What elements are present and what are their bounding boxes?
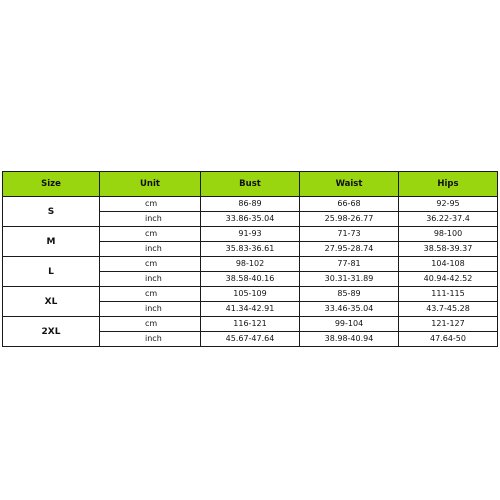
bust-cell: 38.58-40.16 [201,272,300,287]
waist-cell: 27.95-28.74 [300,242,399,257]
bust-cell: 91-93 [201,227,300,242]
unit-cell: inch [100,212,201,227]
hips-cell: 104-108 [399,257,498,272]
bust-cell: 86-89 [201,197,300,212]
waist-cell: 99-104 [300,317,399,332]
hips-cell: 40.94-42.52 [399,272,498,287]
waist-cell: 38.98-40.94 [300,332,399,347]
hips-cell: 38.58-39.37 [399,242,498,257]
waist-cell: 33.46-35.04 [300,302,399,317]
bust-cell: 105-109 [201,287,300,302]
header-hips: Hips [399,172,498,197]
waist-cell: 30.31-31.89 [300,272,399,287]
table-row [3,197,498,212]
waist-cell: 71-73 [300,227,399,242]
waist-cell: 85-89 [300,287,399,302]
unit-cell: cm [100,287,201,302]
unit-cell: cm [100,197,201,212]
header-bust: Bust [201,172,300,197]
size-label: S [3,197,100,227]
size-chart-table [2,171,498,347]
table-row [3,227,498,242]
hips-cell: 92-95 [399,197,498,212]
bust-cell: 35.83-36.61 [201,242,300,257]
unit-cell: cm [100,227,201,242]
unit-cell: inch [100,302,201,317]
unit-cell: inch [100,332,201,347]
hips-cell: 98-100 [399,227,498,242]
size-label: L [3,257,100,287]
hips-cell: 121-127 [399,317,498,332]
waist-cell: 25.98-26.77 [300,212,399,227]
unit-cell: inch [100,242,201,257]
hips-cell: 43.7-45.28 [399,302,498,317]
unit-cell: cm [100,257,201,272]
bust-cell: 41.34-42.91 [201,302,300,317]
size-label: M [3,227,100,257]
table-row [3,317,498,332]
unit-cell: inch [100,272,201,287]
table-row [3,257,498,272]
size-label: XL [3,287,100,317]
hips-cell: 36.22-37.4 [399,212,498,227]
bust-cell: 116-121 [201,317,300,332]
hips-cell: 111-115 [399,287,498,302]
waist-cell: 66-68 [300,197,399,212]
header-waist: Waist [300,172,399,197]
table-row [3,287,498,302]
header-unit: Unit [100,172,201,197]
bust-cell: 33.86-35.04 [201,212,300,227]
waist-cell: 77-81 [300,257,399,272]
hips-cell: 47.64-50 [399,332,498,347]
size-label: 2XL [3,317,100,347]
bust-cell: 45.67-47.64 [201,332,300,347]
header-size: Size [3,172,100,197]
unit-cell: cm [100,317,201,332]
header-row [3,172,498,197]
bust-cell: 98-102 [201,257,300,272]
